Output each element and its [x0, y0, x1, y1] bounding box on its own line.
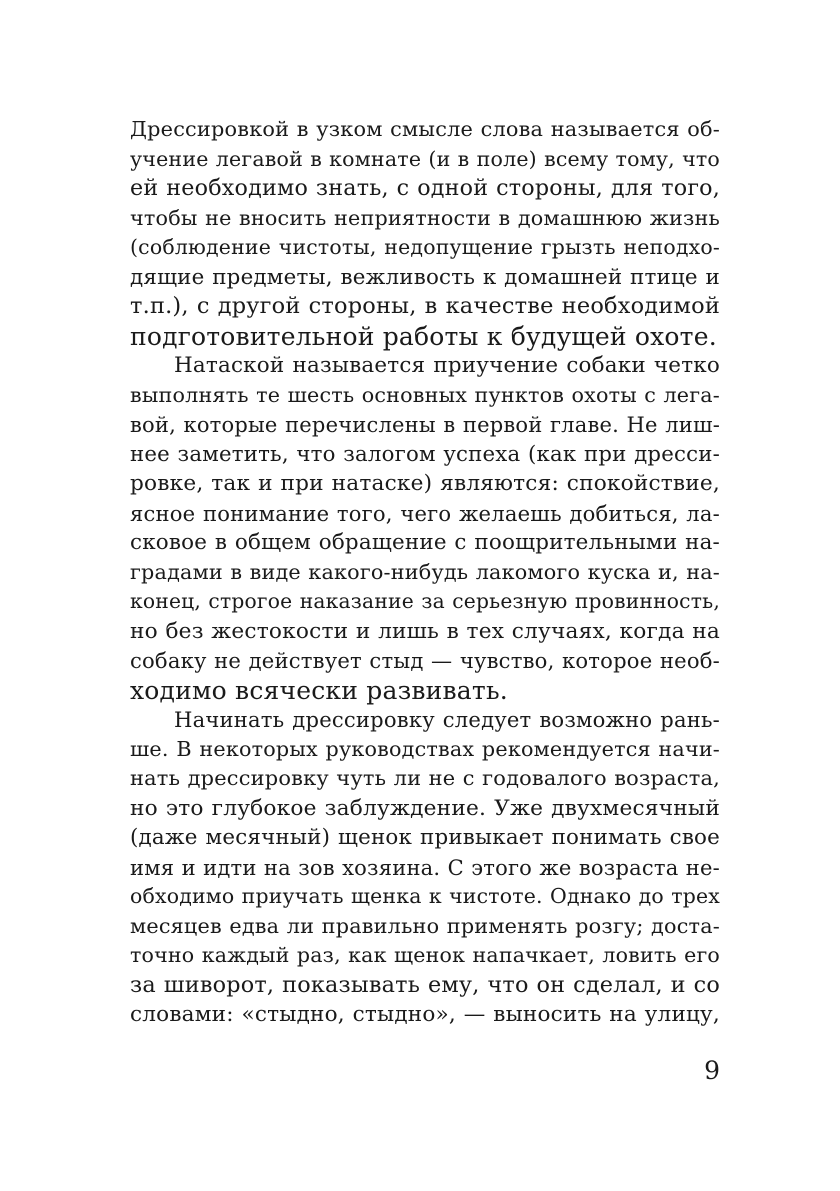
text-line: Начинать дрессировку следует возможно рань- — [174, 707, 720, 732]
text-line: т.п.), с другой стороны, в качестве необходимой — [130, 293, 720, 319]
text-line: подготовительной работы к будущей охоте. — [130, 321, 717, 351]
text-line: обходимо приучать щенка к чистоте. Однако до трех — [130, 884, 720, 908]
text-line: (даже месячный) щенок привыкает понимать свое — [130, 825, 720, 850]
paragraph-training-start — [130, 705, 720, 1030]
text-line: учение легавой в комнате (и в поле) всему тому, что — [130, 146, 720, 171]
text-line: сковое в общем обращение с поощрительными на- — [130, 530, 720, 555]
text-line: нать дрессировку чуть ли не с годовалого возраста, — [130, 766, 720, 790]
text-line: но без жестокости и лишь в тех случаях, когда на — [130, 618, 720, 644]
text-line: ей необходимо знать, с одной стороны, для того, — [130, 175, 720, 201]
body-text — [130, 115, 720, 1030]
paragraph-dressirovka-definition — [130, 115, 720, 351]
text-line: выполнять те шесть основных пунктов охоты с лега- — [130, 382, 720, 407]
text-line: нее заметить, что залогом успеха (как при дресси- — [130, 441, 720, 467]
text-line: словами: «стыдно, стыдно», — выносить на улицу, — [130, 1002, 720, 1027]
text-line: имя и идти на зов хозяина. С этого же возраста не- — [130, 854, 720, 880]
text-line: ровке, так и при натаске) являются: спокойствие, — [130, 471, 720, 496]
text-line: градами в виде какого-нибудь лакомого куска и, на- — [130, 559, 720, 584]
text-line: (соблюдение чистоты, недопущение грызть неподхо- — [130, 235, 720, 259]
text-line: точно каждый раз, как щенок напачкает, ловить его — [130, 943, 720, 967]
text-line: дящие предметы, вежливость к домашней птице и — [130, 264, 720, 290]
text-line: Дрессировкой в узком смысле слова называется об- — [130, 117, 720, 141]
text-line: собаку не действует стыд — чувство, которое необ- — [130, 648, 720, 673]
text-line: но это глубокое заблуждение. Уже двухмесячный — [130, 795, 720, 821]
text-line: конец, строгое наказание за серьезную провинность, — [130, 589, 720, 613]
text-line: месяцев едва ли правильно применять розгу; доста- — [130, 913, 720, 938]
paragraph-nataska-definition — [130, 351, 720, 705]
text-line: за шиворот, показывать ему, что он сделал, и со — [130, 971, 720, 998]
text-line: ясное понимание того, чего желаешь добиться, ла- — [130, 500, 720, 526]
text-line: чтобы не вносить неприятности в домашнюю жизнь — [130, 205, 720, 230]
text-line: Натаской называется приучение собаки четко — [174, 353, 720, 378]
text-line: ше. В некоторых руководствах рекомендуется начи- — [130, 736, 720, 761]
text-line: вой, которые перечислены в первой главе. Не лиш- — [130, 412, 720, 437]
text-line: ходимо всячески развивать. — [130, 675, 508, 705]
page-number: 9 — [704, 1056, 720, 1085]
